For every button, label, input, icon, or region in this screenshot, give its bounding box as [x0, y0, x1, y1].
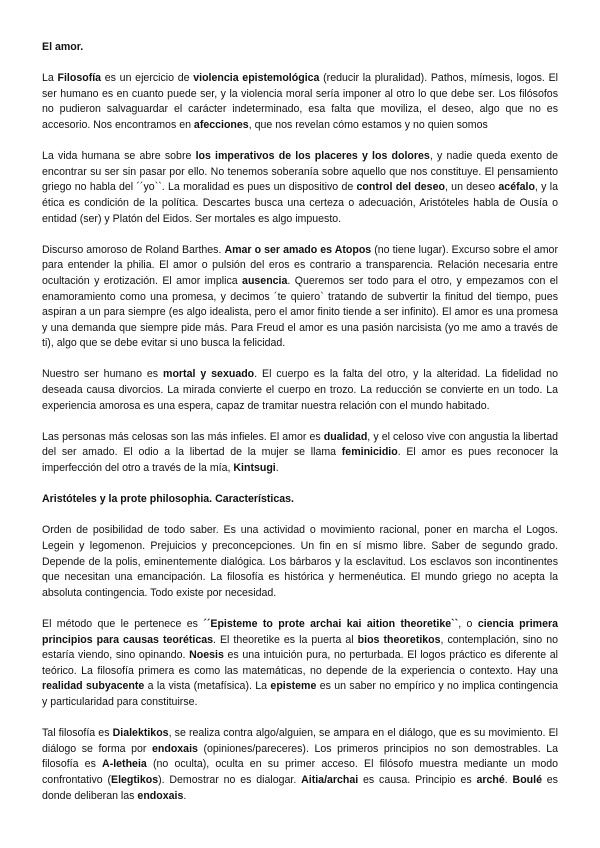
bold-term: afecciones: [193, 118, 249, 131]
paragraph-2: [42, 149, 558, 227]
section-title-aristoteles: Aristóteles y la prote philosophia. Características.: [42, 493, 294, 506]
text-run: . El amor es pues reconocer la imperfección del otro a través de la mía,: [42, 446, 558, 475]
paragraph-1: [42, 71, 558, 133]
document-page: [42, 40, 558, 820]
text-run: es un saber no empírico y no implica contingencia y particularidad para constituirse.: [42, 680, 558, 708]
bold-term: bios theoretikos: [357, 633, 441, 646]
text-run: Discurso amoroso de Roland Barthes.: [42, 243, 225, 256]
text-run: La: [42, 72, 58, 85]
bold-term: violencia epistemológica: [193, 72, 320, 85]
bold-term: dualidad: [323, 430, 368, 443]
paragraph-3: [42, 243, 558, 352]
text-run: , o: [458, 617, 478, 630]
text-run: , contemplación, sino no estaría viendo, sino opinando.: [42, 633, 558, 662]
text-run: . Queremos ser todo para el otro, y empezamos con el enamoramiento como una promesa, y decimos ´te quiero` tratando de subvertir la finitud del tiempo, pues aspiran a un para siempre (es algo idealista, pero el amor finito tiende a ser infinito). El amor es una promesa y una demanda que siempre pide más. Para Freud el amor es una pasión narcisista (yo me amo a través de ti), algo que se debe evitar si uno busca la felicidad.: [42, 274, 559, 350]
bold-term: endoxais: [137, 789, 184, 802]
text-run: , y nadie queda exento de encontrar su ser sin pasar por ello. No tenemos soberanía sobre aquello que nos constituye. El pensamiento griego no habla del ´´yo``. La moralidad es pues un dispositivo de: [42, 150, 558, 194]
paragraph-8: [42, 726, 558, 804]
bold-term: ciencia primera principios para causas teoréticas: [42, 617, 558, 646]
text-run: Orden de posibilidad de todo saber. Es una actividad o movimiento racional, poner en marcha el Logos. Legein y legomenon. Prejuicios y preconcepciones. Un fin en sí mismo libre. Saber de segundo grado. Depende de la polis, eminentemente dialógica. Los bárbaros y la esclavitud. Los esclavos son incontinentes que necesitan una emancipación. La filosofía es histórica y hermenéutica. El mundo griego no acepta la absoluta contingencia. Todo existe por necesidad.: [42, 524, 558, 599]
text-run: , que nos revelan cómo estamos y no quien somos: [248, 118, 488, 131]
bold-term: feminicidio: [341, 446, 398, 459]
paragraph-4: [42, 367, 558, 414]
bold-term: Filosofía: [57, 72, 102, 85]
text-run: Las personas más celosas son las más infieles. El amor es: [42, 430, 324, 443]
text-run: , se realiza contra algo/alguien, se ampara en el diálogo, que es su movimiento. El diálogo se forma por: [42, 727, 558, 755]
bold-term: episteme: [270, 680, 317, 693]
bold-term: A-letheia: [102, 758, 147, 771]
bold-term: ´´Episteme to prote archai kai aition theoretike``: [203, 617, 459, 630]
bold-term: control del deseo: [356, 181, 445, 194]
text-run: , un deseo: [444, 181, 499, 194]
text-run: a la vista (metafísica). La: [144, 680, 271, 693]
bold-term: Dialektikos: [112, 727, 169, 740]
paragraph-5: [42, 430, 558, 477]
text-run: , y la ética es condición de la política. Descartes busca una certeza o adecuación, Aristóteles habla de Ousía o entidad (ser) y Platón del Eidos. Ser mortales es algo impuesto.: [42, 181, 558, 225]
paragraph-7: [42, 617, 558, 711]
text-run: es donde deliberan las: [42, 773, 558, 802]
section-title-el-amor: El amor.: [42, 41, 84, 53]
text-run: (opiniones/pareceres). Los primeros principios no son demostrables. La filosofía es: [42, 742, 558, 771]
text-run: .: [275, 462, 279, 475]
bold-term: arché: [476, 773, 505, 786]
bold-term: realidad subyacente: [42, 680, 145, 693]
text-run: La vida humana se abre sobre: [42, 150, 196, 163]
text-run: .: [183, 789, 187, 802]
paragraph-6: [42, 523, 558, 601]
bold-term: ausencia: [242, 274, 288, 287]
text-run: ). Demostrar no es dialogar.: [158, 773, 302, 786]
bold-term: Kintsugi: [233, 462, 276, 475]
bold-term: mortal y sexuado: [163, 368, 255, 381]
text-run: El método que le pertenece es: [42, 617, 204, 630]
bold-term: acéfalo: [498, 181, 535, 194]
bold-term: Amar o ser amado es Atopos: [224, 243, 372, 256]
text-run: es un ejercicio de: [101, 72, 194, 85]
bold-term: los imperativos de los placeres y los dolores: [195, 150, 430, 163]
text-run: es una intuición pura, no perturbada. El logos práctico es diferente al teórico. La filosofía primera es como las matemáticas, no depende de la experiencia o contexto. Hay una: [42, 649, 559, 677]
text-run: (reducir la pluralidad). Pathos, mímesis, logos. El ser humano es en cuanto puede ser, y la violencia moral sería imponer al otro lo que debe ser. Los filósofos no pudieron salvaguardar el carácter indeterminado, esa falta que moviliza, el deseo, algo que no es accesorio. Nos encontramos en: [42, 72, 558, 131]
text-run: . El theoretike es la puerta al: [213, 633, 358, 646]
bold-term: Elegtikos: [111, 773, 159, 786]
bold-term: Noesis: [189, 649, 224, 662]
text-run: (no oculta), oculta en su primer acceso. El filósofo muestra mediante un modo confrontativo (: [42, 758, 558, 786]
bold-term: endoxais: [151, 742, 198, 755]
text-run: (no tiene lugar). Excurso sobre el amor para entender la philia. El amor o pulsión del eros es contrario a transparencia. Relación necesaria entre ocultación y erotización. El amor implica: [42, 243, 558, 287]
text-run: . El cuerpo es la falta del otro, y la alteridad. La fidelidad no deseada causa divorcios. La mirada convierte el cuerpo en trozo. La reducción se convierte en un todo. La experiencia amorosa es una espera, capaz de tramitar nuestra relación con el mundo habitado.: [42, 368, 559, 412]
bold-term: Aitia/archai: [301, 773, 359, 786]
text-run: , y el celoso vive con angustia la libertad del ser amado. El odio a la libertad de la mujer se llama: [42, 430, 558, 459]
text-run: Tal filosofía es: [42, 727, 113, 740]
text-run: Nuestro ser humano es: [42, 368, 164, 381]
text-run: .: [504, 773, 513, 786]
bold-term: Boulé: [512, 773, 542, 786]
text-run: es causa. Principio es: [358, 773, 477, 786]
